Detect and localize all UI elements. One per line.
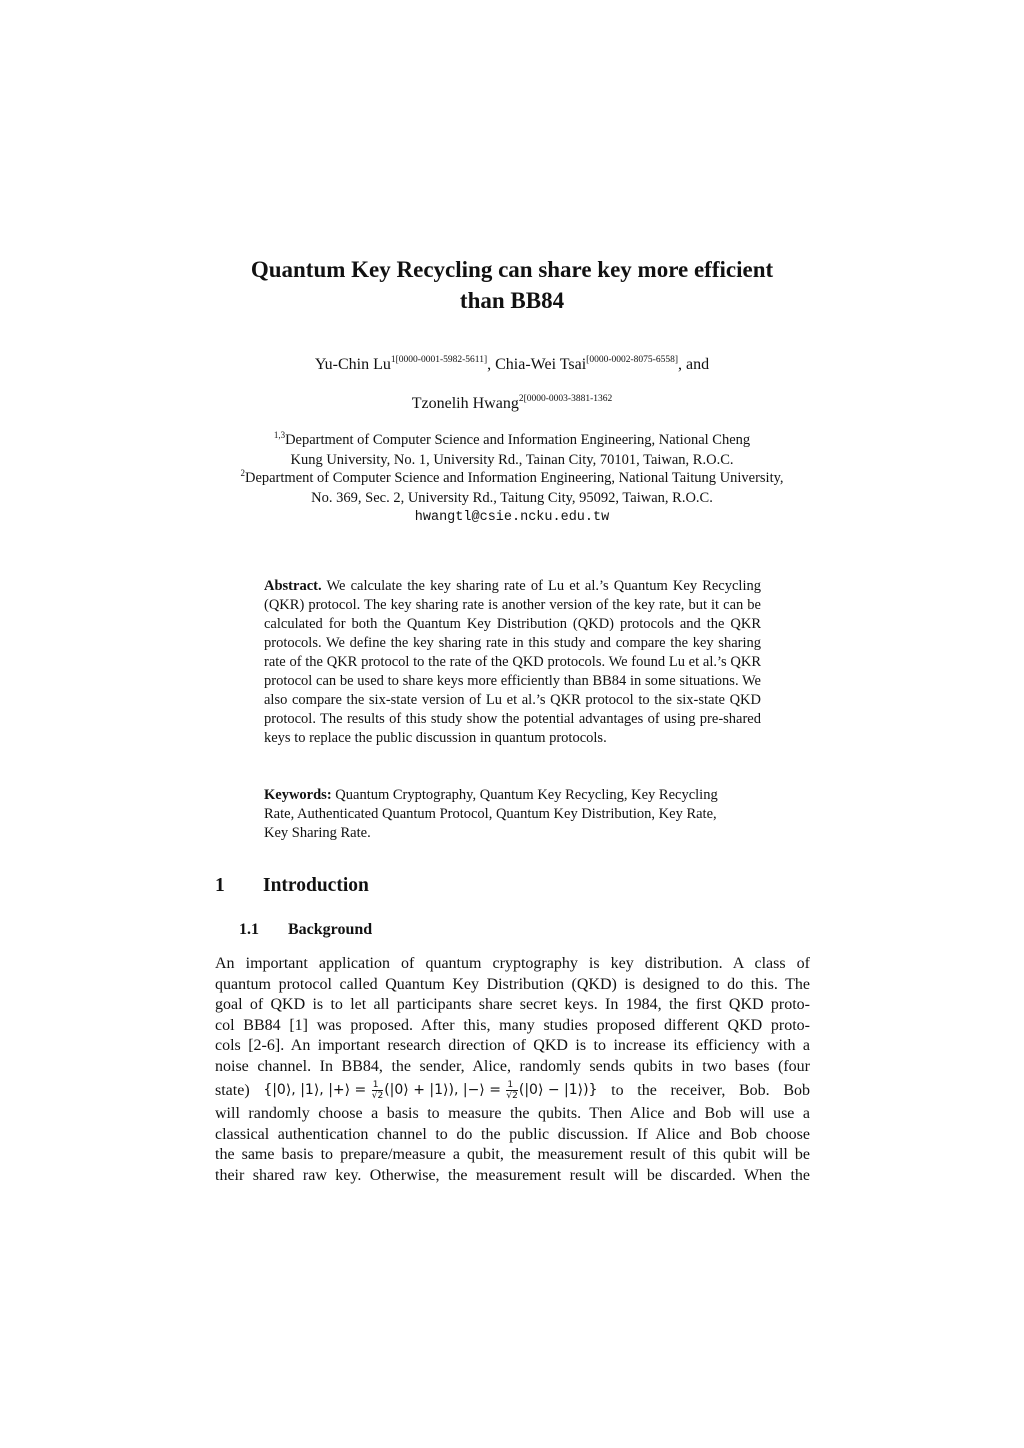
abstract [264, 577, 761, 748]
math-suffix-word: Bob [783, 1082, 810, 1099]
author-list-line-1 [150, 355, 874, 377]
body-line: goal of QKD is to let all participants share secret keys. In 1984, the first QKD proto- [215, 996, 810, 1013]
body-line: will randomly choose a basis to measure the qubits. Then Alice and Bob will use a [215, 1105, 810, 1122]
math-suffix-word: Bob. [739, 1082, 770, 1099]
body-line-math [215, 1077, 810, 1104]
author-orcid: [0000-0002-8075-6558] [586, 355, 678, 365]
abstract-text: We calculate the key sharing rate of Lu et al.’s Quantum Key Recycling (QKR) protocol. The key sharing rate is another version of the key rate, but it can be calculated for both the Quantum Key Distribution (QKD) protocols and the QKR protocols. We define the key sharing rate in this study and compare the key sharing rate of the QKR protocol to the rate of the QKD protocols. We found Lu et al.’s QKR protocol can be used to share keys more efficiently than BB84 in some situations. We also compare the six-state version of Lu et al.’s QKR protocol to the six-state QKD protocol. The results of this study show the potential advantages of using pre-shared keys to replace the public discussion in quantum protocols. [264, 578, 761, 746]
paper-title [200, 254, 824, 316]
quantum-states-equation: {|0⟩, |1⟩, |+⟩ = $\frac{1}{√2}$ (|0⟩ + |1⟩), |−⟩ = $\frac{1}{√2}$ (|0⟩ − |1⟩)} [263, 1079, 598, 1101]
keywords-line: Rate, Authenticated Quantum Protocol, Quantum Key Distribution, Key Rate, [264, 806, 717, 822]
keywords [264, 786, 761, 843]
abstract-label: Abstract. [264, 578, 322, 594]
author-name: , Chia-Wei Tsai [487, 356, 587, 373]
author-name: Tzonelih Hwang [411, 395, 519, 412]
affiliation-line: Kung University, No. 1, University Rd., Tainan City, 70101, Taiwan, R.O.C. [290, 452, 734, 468]
fraction-one-over-root-two: $\frac{1}{√2}$ [371, 1079, 384, 1101]
body-line: classical authentication channel to do the public discussion. If Alice and Bob choose [215, 1125, 810, 1143]
keywords-label: Keywords: [264, 787, 332, 803]
subsection-number: 1.1 [239, 921, 259, 938]
subsection-title: Background [288, 921, 373, 938]
keywords-line: Key Sharing Rate. [264, 825, 371, 841]
author-orcid: 2[0000-0003-3881-1362 [518, 394, 613, 404]
body-line: their shared raw key. Otherwise, the measurement result will be discarded. When the [215, 1166, 810, 1184]
body-paragraph [215, 954, 810, 1186]
body-line: col BB84 [1] was proposed. After this, many studies proposed different QKD proto- [215, 1016, 810, 1034]
title-line-2: than BB84 [459, 288, 565, 313]
affiliation-marker: 2 [240, 468, 245, 478]
body-line: quantum protocol called Quantum Key Distribution (QKD) is designed to do this. The [215, 975, 810, 993]
section-number: 1 [215, 875, 225, 896]
math-prefix: state) [215, 1082, 250, 1099]
contact-email-row [150, 507, 874, 527]
author-name: Yu-Chin Lu [314, 356, 391, 373]
math-suffix-word: to [611, 1082, 624, 1099]
section-heading [215, 874, 369, 898]
subsection-heading [239, 920, 372, 940]
affiliation-1 [150, 431, 874, 470]
affiliation-line: $^{1,3}$Department of Computer Science and Information Engineering, National Cheng [273, 430, 751, 448]
section-title: Introduction [263, 875, 369, 896]
keywords-line: Keywords: Quantum Cryptography, Quantum Key Recycling, Key Recycling [264, 787, 718, 803]
affiliation-marker: 1,3 [273, 430, 286, 440]
title-line-1: Quantum Key Recycling can share key more efficient [250, 257, 774, 282]
author-list-line-2 [150, 394, 874, 416]
body-line: An important application of quantum cryptography is key distribution. A class of [215, 955, 810, 972]
affiliation-line: No. 369, Sec. 2, University Rd., Taitung City, 95092, Taiwan, R.O.C. [311, 490, 713, 506]
contact-email[interactable]: hwangtl@csie.ncku.edu.tw [414, 510, 610, 525]
affiliation-line: $^2$Department of Computer Science and Information Engineering, National Taitung University, [240, 468, 784, 486]
math-suffix-word: receiver, [670, 1082, 726, 1099]
body-line: noise channel. In BB84, the sender, Alice, randomly sends qubits in two bases (four [215, 1057, 810, 1075]
fraction-one-over-root-two: $\frac{1}{√2}$ [506, 1079, 518, 1101]
author-orcid: 1[0000-0001-5982-5611] [390, 355, 488, 365]
math-suffix-word: the [637, 1082, 657, 1099]
affiliation-2 [150, 469, 874, 508]
author-conjunction: , and [678, 356, 710, 373]
body-line: the same basis to prepare/measure a qubit, the measurement result of this qubit will be [215, 1146, 810, 1163]
body-line: cols [2-6]. An important research direction of QKD is to increase its efficiency with a [215, 1037, 810, 1054]
